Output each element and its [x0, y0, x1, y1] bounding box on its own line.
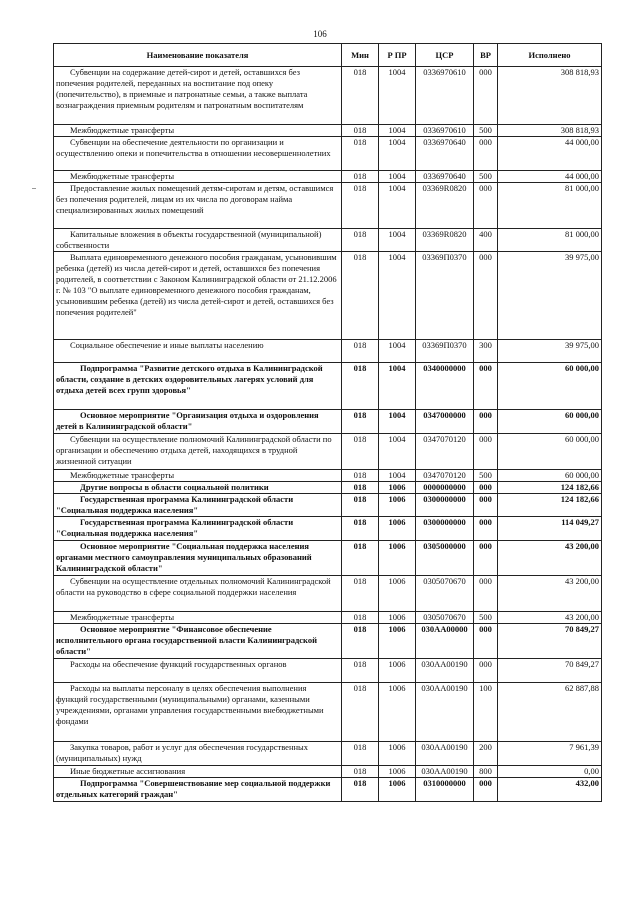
table-row [54, 470, 602, 482]
cell-amount: 70 849,27 [498, 659, 602, 683]
cell-min: 018 [342, 766, 379, 778]
table-row [54, 659, 602, 683]
cell-vr: 000 [474, 183, 498, 229]
cell-csr: 0305000000 [416, 541, 474, 576]
cell-amount: 60 000,00 [498, 470, 602, 482]
page-number: 106 [313, 29, 327, 39]
cell-name: Субвенции на осуществление отдельных полномочий Калининградской области на руководство в сфере социальной поддержки населения [54, 576, 342, 612]
cell-min: 018 [342, 470, 379, 482]
table-row [54, 766, 602, 778]
header-min: Мин [342, 44, 379, 67]
table-row [54, 434, 602, 470]
cell-name: Расходы на выплаты персоналу в целях обеспечения выполнения функций государственными (муниципальными) органами, казенными учреждениями, органами управления государственными внебюджетными фондами [54, 683, 342, 742]
cell-amount: 81 000,00 [498, 183, 602, 229]
cell-rpr: 1006 [379, 778, 416, 802]
cell-csr: 030AA00190 [416, 766, 474, 778]
cell-rpr: 1004 [379, 125, 416, 137]
table-row [54, 67, 602, 125]
cell-vr: 000 [474, 517, 498, 541]
cell-name: Государственная программа Калининградской области "Социальная поддержка населения" [54, 517, 342, 541]
cell-min: 018 [342, 229, 379, 252]
cell-vr: 500 [474, 171, 498, 183]
cell-name: Расходы на обеспечение функций государственных органов [54, 659, 342, 683]
cell-min: 018 [342, 778, 379, 802]
cell-rpr: 1006 [379, 612, 416, 624]
cell-min: 018 [342, 340, 379, 363]
cell-name: Основное мероприятие "Организация отдыха и оздоровления детей в Калининградской области" [54, 410, 342, 434]
cell-name: Подпрограмма "Совершенствование мер социальной поддержки отдельных категорий граждан" [54, 778, 342, 802]
cell-rpr: 1006 [379, 659, 416, 683]
cell-rpr: 1004 [379, 470, 416, 482]
table-row [54, 171, 602, 183]
cell-csr: 03369П0370 [416, 252, 474, 340]
cell-amount: 432,00 [498, 778, 602, 802]
cell-amount: 70 849,27 [498, 624, 602, 659]
cell-name: Межбюджетные трансферты [54, 171, 342, 183]
cell-min: 018 [342, 517, 379, 541]
cell-csr: 0300000000 [416, 494, 474, 517]
cell-vr: 800 [474, 766, 498, 778]
cell-name: Выплата единовременного денежного пособия гражданам, усыновившим ребенка (детей) из числа детей-сирот и детей, оставшихся без попечения родителей, в соответствии с Законом Калининградской области от 21.12.2006 г. № 103 "О выплате единовременного денежного пособия гражданам, усыновившим ребенка (детей) из числа детей-сирот и детей, оставшихся без попечения родителей" [54, 252, 342, 340]
cell-rpr: 1004 [379, 67, 416, 125]
cell-min: 018 [342, 252, 379, 340]
cell-csr: 0000000000 [416, 482, 474, 494]
cell-vr: 400 [474, 229, 498, 252]
cell-vr: 000 [474, 624, 498, 659]
cell-name: Закупка товаров, работ и услуг для обеспечения государственных (муниципальных) нужд [54, 742, 342, 766]
cell-min: 018 [342, 742, 379, 766]
cell-min: 018 [342, 183, 379, 229]
cell-vr: 500 [474, 470, 498, 482]
cell-vr: 200 [474, 742, 498, 766]
cell-csr: 0310000000 [416, 778, 474, 802]
cell-min: 018 [342, 576, 379, 612]
cell-name: Государственная программа Калининградской области "Социальная поддержка населения" [54, 494, 342, 517]
cell-vr: 000 [474, 434, 498, 470]
cell-amount: 60 000,00 [498, 410, 602, 434]
cell-rpr: 1006 [379, 517, 416, 541]
cell-rpr: 1006 [379, 494, 416, 517]
cell-name: Другие вопросы в области социальной политики [54, 482, 342, 494]
cell-csr: 0300000000 [416, 517, 474, 541]
cell-amount: 124 182,66 [498, 482, 602, 494]
cell-rpr: 1006 [379, 541, 416, 576]
cell-min: 018 [342, 624, 379, 659]
table-row [54, 517, 602, 541]
cell-csr: 0347070120 [416, 434, 474, 470]
cell-rpr: 1004 [379, 434, 416, 470]
cell-vr: 500 [474, 612, 498, 624]
cell-csr: 0336970610 [416, 125, 474, 137]
cell-rpr: 1006 [379, 683, 416, 742]
cell-csr: 0347070120 [416, 470, 474, 482]
cell-rpr: 1004 [379, 137, 416, 171]
header-amount: Исполнено [498, 44, 602, 67]
cell-rpr: 1004 [379, 363, 416, 410]
table-row [54, 624, 602, 659]
table-row [54, 482, 602, 494]
cell-name: Подпрограмма "Развитие детского отдыха в Калининградской области, создание в детских оздоровительных лагерях условий для отдыха детей всех групп здоровья" [54, 363, 342, 410]
cell-min: 018 [342, 612, 379, 624]
table-row [54, 778, 602, 802]
cell-amount: 43 200,00 [498, 576, 602, 612]
cell-vr: 000 [474, 410, 498, 434]
cell-min: 018 [342, 125, 379, 137]
cell-name: Предоставление жилых помещений детям-сиротам и детям, оставшимся без попечения родителей, лицам из их числа по договорам найма специализированных жилых помещений [54, 183, 342, 229]
header-csr: ЦСР [416, 44, 474, 67]
header-vr: ВР [474, 44, 498, 67]
cell-min: 018 [342, 659, 379, 683]
table-row [54, 125, 602, 137]
table-row [54, 494, 602, 517]
cell-rpr: 1006 [379, 742, 416, 766]
cell-csr: 0336970640 [416, 171, 474, 183]
cell-name: Капитальные вложения в объекты государственной (муниципальной) собственности [54, 229, 342, 252]
cell-amount: 39 975,00 [498, 340, 602, 363]
cell-amount: 43 200,00 [498, 612, 602, 624]
cell-name: Субвенции на обеспечение деятельности по организации и осуществлению опеки и попечительства в отношении несовершеннолетних [54, 137, 342, 171]
cell-name: Основное мероприятие "Социальная поддержка населения органами местного самоуправления муниципальных образований Калининградской области" [54, 541, 342, 576]
table-row [54, 410, 602, 434]
cell-csr: 030AA00190 [416, 742, 474, 766]
cell-rpr: 1006 [379, 576, 416, 612]
cell-min: 018 [342, 683, 379, 742]
table-header-row [54, 44, 602, 67]
margin-mark [32, 188, 36, 189]
cell-amount: 62 887,88 [498, 683, 602, 742]
header-name: Наименование показателя [54, 44, 342, 67]
cell-amount: 44 000,00 [498, 137, 602, 171]
cell-vr: 000 [474, 778, 498, 802]
cell-rpr: 1004 [379, 252, 416, 340]
cell-amount: 308 818,93 [498, 125, 602, 137]
cell-name: Основное мероприятие "Финансовое обеспечение исполнительного органа государственной власти Калининградской области" [54, 624, 342, 659]
cell-amount: 7 961,39 [498, 742, 602, 766]
budget-table [53, 43, 602, 802]
table-row [54, 576, 602, 612]
cell-min: 018 [342, 137, 379, 171]
cell-min: 018 [342, 410, 379, 434]
cell-amount: 44 000,00 [498, 171, 602, 183]
cell-min: 018 [342, 541, 379, 576]
table-row [54, 363, 602, 410]
cell-name: Субвенции на осуществление полномочий Калининградской области по организации и обеспечению отдыха детей, находящихся в трудной жизненной ситуации [54, 434, 342, 470]
cell-csr: 0340000000 [416, 363, 474, 410]
table-body [54, 67, 602, 802]
cell-amount: 124 182,66 [498, 494, 602, 517]
cell-rpr: 1004 [379, 229, 416, 252]
cell-vr: 000 [474, 659, 498, 683]
cell-rpr: 1004 [379, 410, 416, 434]
table-row [54, 229, 602, 252]
cell-csr: 03369R0820 [416, 183, 474, 229]
cell-csr: 030AA00190 [416, 683, 474, 742]
cell-vr: 000 [474, 363, 498, 410]
cell-amount: 60 000,00 [498, 363, 602, 410]
cell-name: Субвенции на содержание детей-сирот и детей, оставшихся без попечения родителей, переданных на воспитание под опеку (попечительство), в приемные и патронатные семьи, а также выплата вознаграждения приемным родителям и патронатным воспитателям [54, 67, 342, 125]
table-row [54, 742, 602, 766]
cell-rpr: 1006 [379, 482, 416, 494]
cell-min: 018 [342, 171, 379, 183]
table-row [54, 683, 602, 742]
cell-amount: 0,00 [498, 766, 602, 778]
cell-amount: 60 000,00 [498, 434, 602, 470]
cell-csr: 030AA00000 [416, 624, 474, 659]
cell-min: 018 [342, 482, 379, 494]
cell-name: Межбюджетные трансферты [54, 125, 342, 137]
cell-name: Межбюджетные трансферты [54, 470, 342, 482]
cell-csr: 03369R0820 [416, 229, 474, 252]
cell-vr: 500 [474, 125, 498, 137]
cell-vr: 000 [474, 137, 498, 171]
cell-vr: 000 [474, 252, 498, 340]
cell-vr: 000 [474, 541, 498, 576]
cell-vr: 100 [474, 683, 498, 742]
cell-rpr: 1004 [379, 171, 416, 183]
cell-vr: 000 [474, 482, 498, 494]
cell-csr: 03369П0370 [416, 340, 474, 363]
table-row [54, 541, 602, 576]
cell-vr: 300 [474, 340, 498, 363]
cell-csr: 0347000000 [416, 410, 474, 434]
cell-min: 018 [342, 363, 379, 410]
cell-amount: 39 975,00 [498, 252, 602, 340]
cell-amount: 81 000,00 [498, 229, 602, 252]
cell-amount: 114 049,27 [498, 517, 602, 541]
cell-vr: 000 [474, 67, 498, 125]
cell-min: 018 [342, 494, 379, 517]
cell-csr: 0336970610 [416, 67, 474, 125]
table-row [54, 252, 602, 340]
cell-min: 018 [342, 67, 379, 125]
cell-min: 018 [342, 434, 379, 470]
cell-csr: 030AA00190 [416, 659, 474, 683]
cell-name: Межбюджетные трансферты [54, 612, 342, 624]
cell-rpr: 1004 [379, 183, 416, 229]
cell-name: Социальное обеспечение и иные выплаты населению [54, 340, 342, 363]
cell-rpr: 1006 [379, 624, 416, 659]
cell-name: Иные бюджетные ассигнования [54, 766, 342, 778]
table-row [54, 340, 602, 363]
cell-rpr: 1004 [379, 340, 416, 363]
cell-amount: 308 818,93 [498, 67, 602, 125]
header-rpr: Р ПР [379, 44, 416, 67]
table-row [54, 137, 602, 171]
cell-csr: 0336970640 [416, 137, 474, 171]
table-row [54, 183, 602, 229]
table-row [54, 612, 602, 624]
cell-csr: 0305070670 [416, 612, 474, 624]
cell-amount: 43 200,00 [498, 541, 602, 576]
cell-csr: 0305070670 [416, 576, 474, 612]
cell-vr: 000 [474, 576, 498, 612]
cell-rpr: 1006 [379, 766, 416, 778]
cell-vr: 000 [474, 494, 498, 517]
